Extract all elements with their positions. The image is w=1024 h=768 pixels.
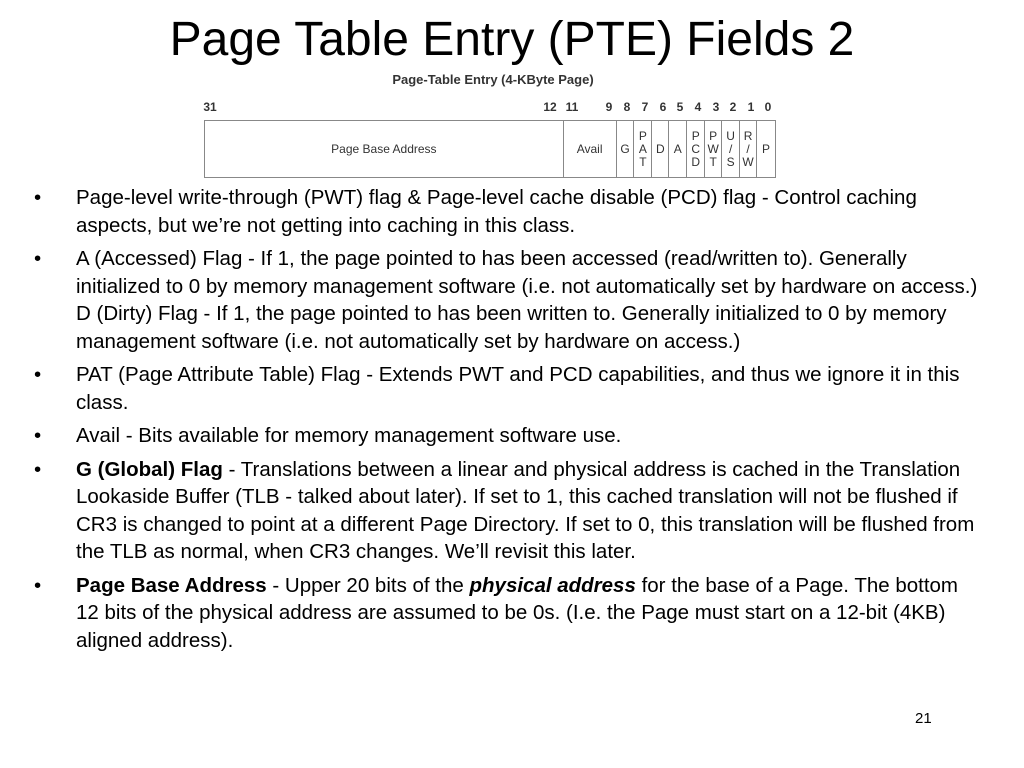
- slide-title: Page Table Entry (PTE) Fields 2: [169, 13, 855, 66]
- field-rw: R / W: [740, 121, 757, 177]
- bullet-pat-text: PAT (Page Attribute Table) Flag - Extends PWT and PCD capabilities, and thus we ignore it in this class.: [76, 363, 960, 414]
- bit-label-12: 12: [543, 100, 557, 114]
- field-pat: P A T: [634, 121, 652, 177]
- page-base-address-text-1: - Upper 20 bits of the: [266, 573, 470, 597]
- bullet-avail-text: Avail - Bits available for memory management software use.: [76, 424, 622, 447]
- bit-label-9: 9: [605, 100, 613, 114]
- field-avail: Avail: [564, 121, 617, 177]
- global-flag-label: G (Global) Flag: [76, 457, 223, 481]
- diagram-caption: Page-Table Entry (4-KByte Page): [392, 72, 594, 87]
- bullet-pwt-pcd-text: Page-level write-through (PWT) flag & Page-level cache disable (PCD) flag - Control caching aspects, but we’re not getting into caching in this class.: [76, 186, 917, 237]
- bullet-avail: [34, 422, 984, 450]
- bullet-pwt-pcd: [34, 184, 984, 239]
- bullet-accessed-text: A (Accessed) Flag - If 1, the page pointed to has been accessed (read/written to). Generally initialized to 0 by memory management software (i.e. not automatically set by hardware on access.): [76, 247, 978, 298]
- field-us: U / S: [722, 121, 740, 177]
- field-g: G: [617, 121, 635, 177]
- pte-diagram: [198, 72, 788, 184]
- bit-label-8: 8: [623, 100, 631, 114]
- bit-label-1: 1: [747, 100, 755, 114]
- bit-label-6: 6: [659, 100, 667, 114]
- bullet-global: [34, 456, 984, 566]
- page-base-address-label: Page Base Address: [76, 573, 267, 597]
- field-d: D: [652, 121, 669, 177]
- bullet-dirty-text: D (Dirty) Flag - If 1, the page pointed to has been written to. Generally initialized to 0 by memory management software (i.e. not automatically set by hardware on access.): [76, 302, 947, 353]
- field-pcd: P C D: [687, 121, 705, 177]
- bit-label-2: 2: [729, 100, 737, 114]
- bit-label-0: 0: [764, 100, 772, 114]
- page-number: 21: [915, 710, 932, 727]
- bullet-page-base-address: [34, 572, 984, 655]
- pte-field-row: [204, 120, 776, 178]
- bit-label-4: 4: [694, 100, 702, 114]
- field-page-base-address: Page Base Address: [205, 121, 564, 177]
- bit-label-11: 11: [565, 100, 579, 114]
- bit-label-31: 31: [203, 100, 217, 114]
- field-pwt: P W T: [705, 121, 722, 177]
- bit-label-3: 3: [712, 100, 720, 114]
- bit-label-5: 5: [676, 100, 684, 114]
- bit-label-7: 7: [641, 100, 649, 114]
- field-p: P: [761, 141, 770, 156]
- bullet-list: [34, 184, 984, 660]
- page-base-address-text-2: for the base of a Page. The bottom 12 bits of the physical address are assumed to be 0s. (I.e. the Page must start on a 12-bit (4KB) aligned address).: [76, 573, 959, 652]
- field-a: A: [669, 121, 687, 177]
- bullet-pat: [34, 361, 984, 416]
- bullet-accessed-dirty: [34, 245, 984, 355]
- global-flag-text: - Translations between a linear and physical address is cached in the Translation Lookaside Buffer (TLB - talked about later). If set to 1, this cached translation will not be flushed if CR3 is changed to point at a different Page Directory. If set to 0, this translation will be flushed from the TLB as normal, when CR3 changes. We’ll revisit this later.: [76, 457, 975, 563]
- physical-address-emphasis: physical address: [469, 573, 636, 597]
